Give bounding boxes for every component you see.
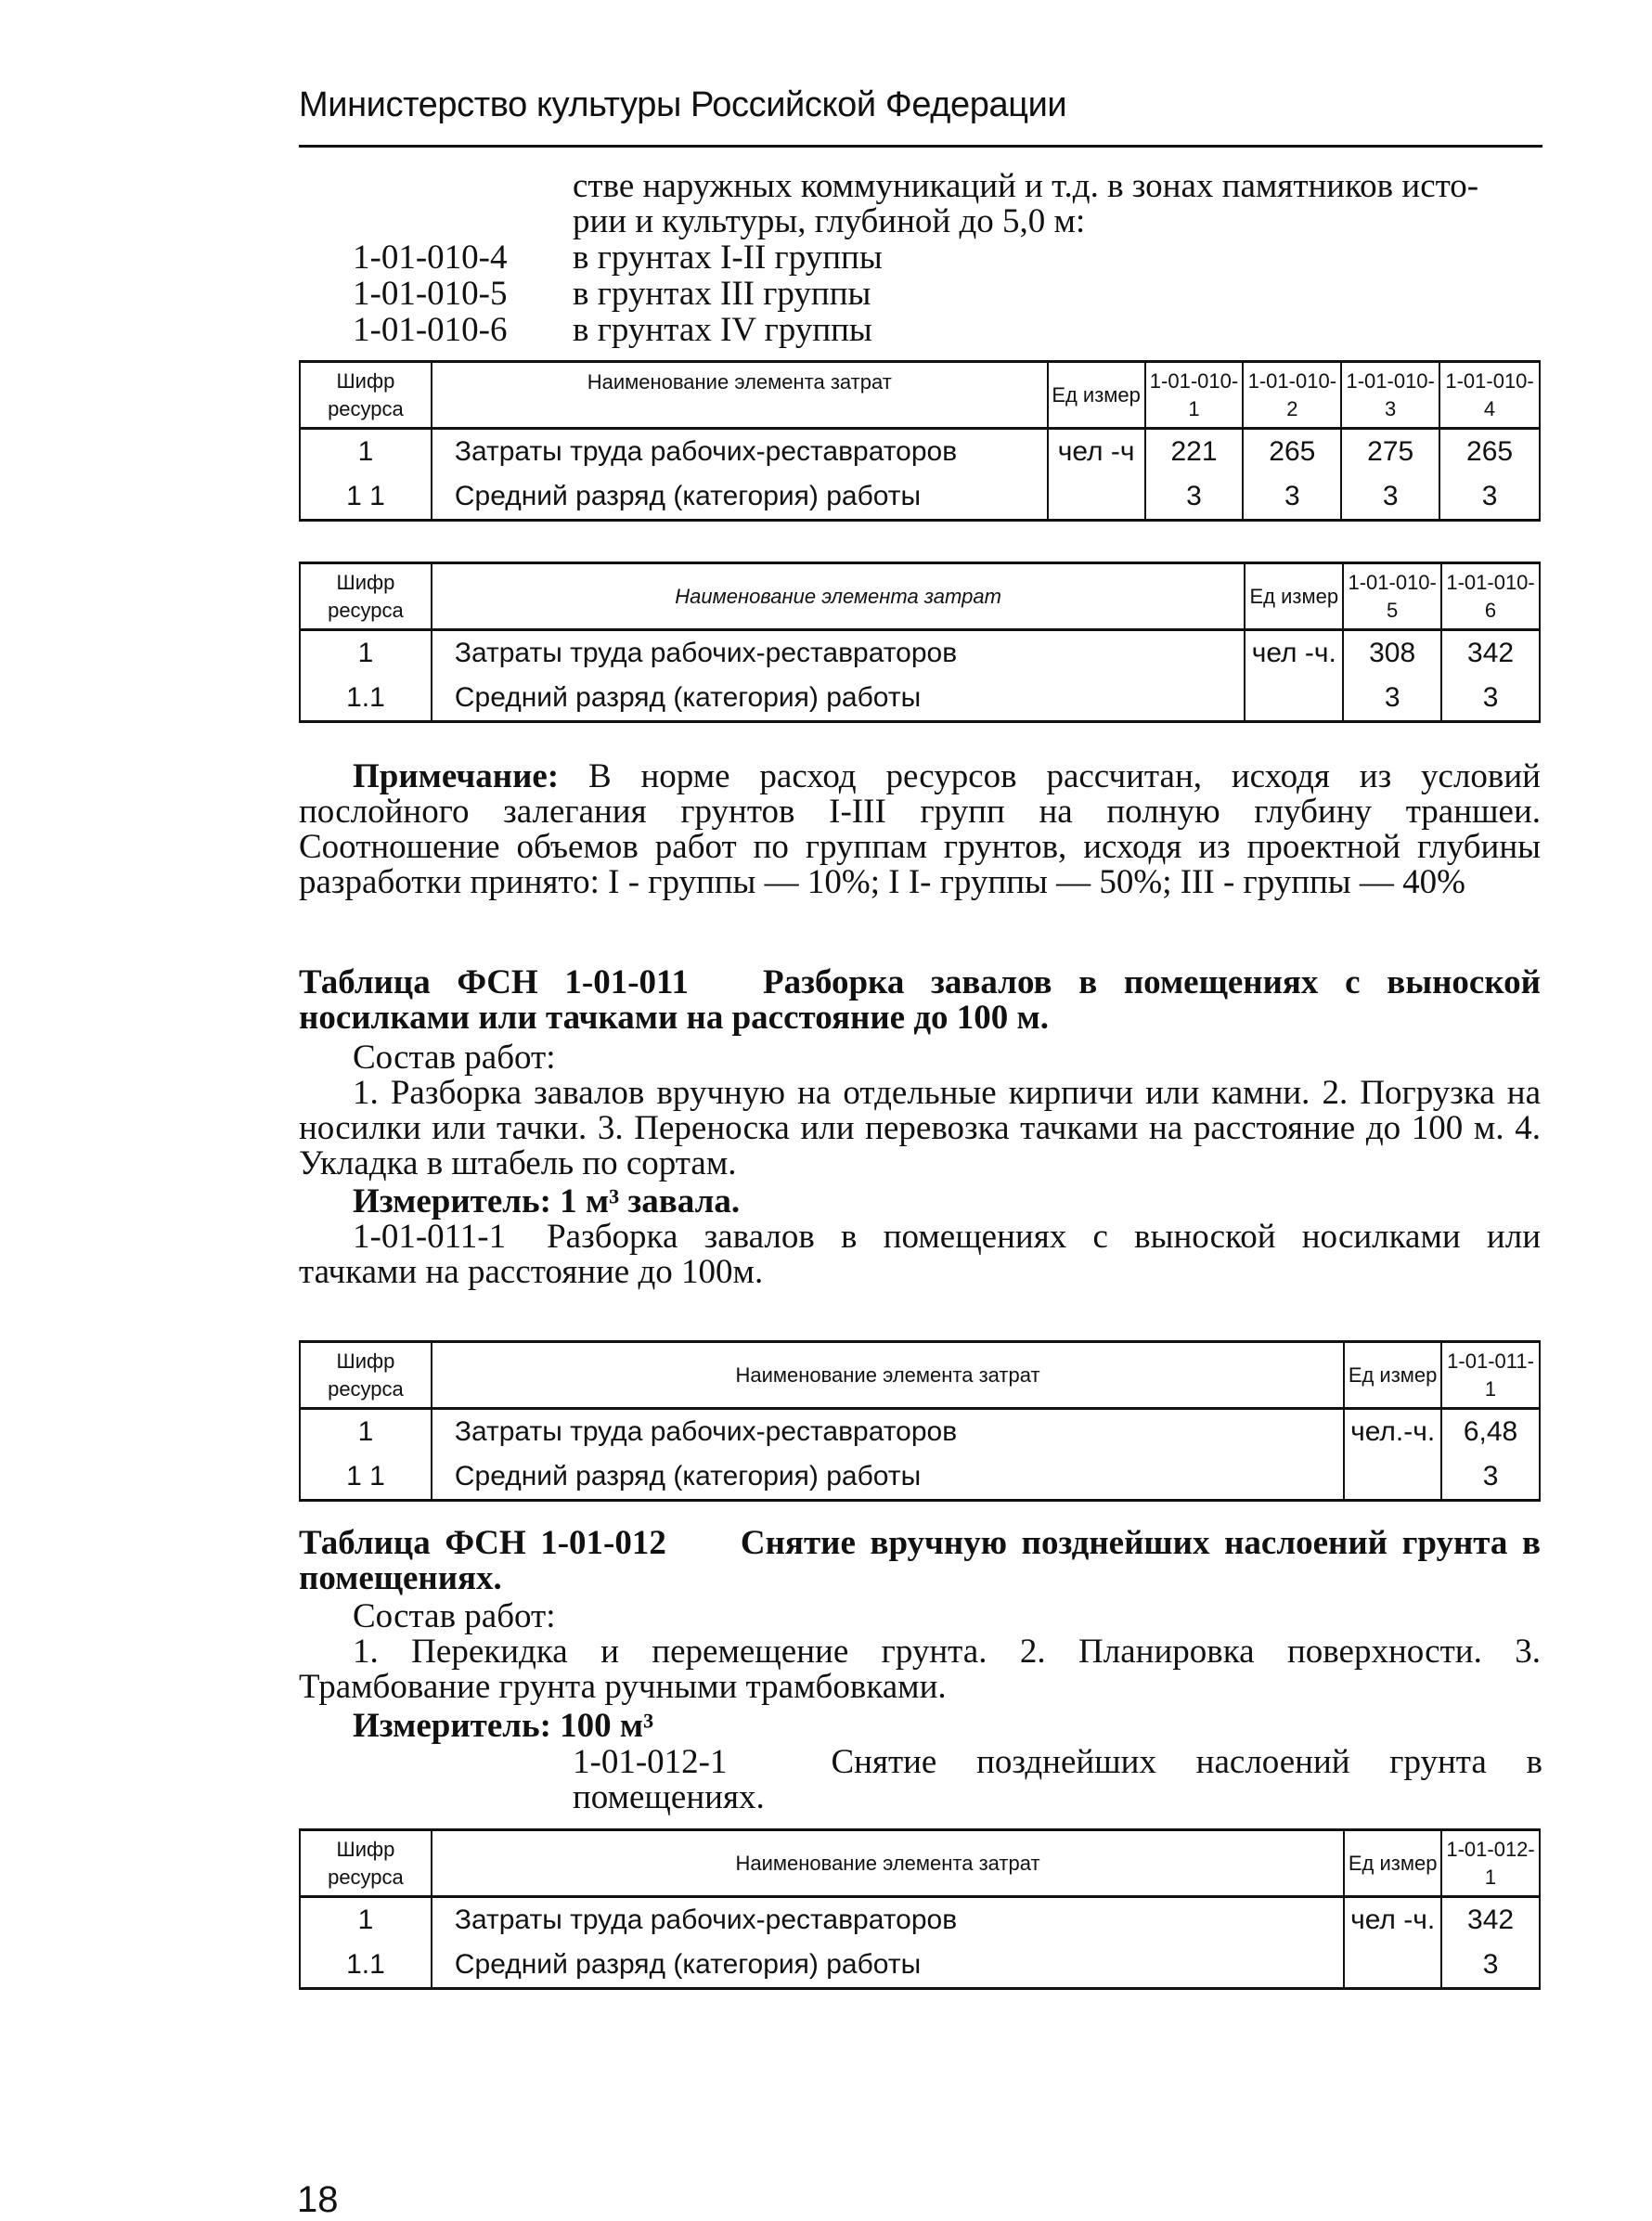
header-code: Шифр ресурса	[300, 362, 432, 429]
composition-label: Состав работ:	[353, 1039, 556, 1077]
row-value: 6,48	[1441, 1409, 1540, 1455]
item-line	[573, 1745, 1542, 1815]
row-name: Затраты труда рабочих-реставраторов	[432, 429, 1048, 475]
item-desc: в грунтах IV группы	[573, 311, 872, 349]
row-name: Затраты труда рабочих-реставраторов	[432, 1409, 1344, 1455]
table-row	[300, 1897, 1540, 1943]
row-code: 1	[300, 630, 432, 677]
composition-text: 1. Разборка завалов вручную на отдельные кирпичи или камни. 2. Погрузка на носилки или тачки. 3. Переноска или перевозка тачками на расстояние до 100 м. 4. Укладка в штабель по сортам.	[299, 1074, 1541, 1182]
row-code: 1	[300, 1409, 432, 1455]
item-desc: в грунтах I-II группы	[573, 239, 883, 277]
row-value: 275	[1341, 429, 1439, 475]
header-unit: Ед измер	[1344, 1342, 1441, 1409]
row-unit: чел.-ч.	[1344, 1409, 1441, 1455]
header-unit: Ед измер	[1344, 1830, 1441, 1897]
section-012-title	[299, 1526, 1541, 1596]
row-value: 342	[1441, 1897, 1540, 1943]
header-unit: Ед измер	[1048, 362, 1145, 429]
row-name: Средний разряд (категория) работы	[432, 1454, 1344, 1501]
header-name: Наименование элемента затрат	[432, 362, 1048, 429]
page-number: 18	[297, 2179, 339, 2220]
section-title: Снятие вручную позднейших наслоений грунта в помещениях.	[299, 1524, 1542, 1597]
row-value: 265	[1243, 429, 1341, 475]
item-code: 1-01-010-5	[353, 275, 508, 313]
header-col: 1-01-010-2	[1243, 362, 1341, 429]
row-unit: чел -ч.	[1344, 1897, 1441, 1943]
measure-unit: Измеритель: 1 м³ завала.	[353, 1182, 741, 1220]
row-code: 1 1	[300, 1454, 432, 1501]
row-unit	[1344, 1454, 1441, 1501]
row-value: 3	[1243, 474, 1341, 521]
row-name: Затраты труда рабочих-реставраторов	[432, 630, 1245, 677]
page-header: Министерство культуры Российской Федерации	[299, 85, 1067, 124]
row-value: 265	[1439, 429, 1540, 475]
table-label: Таблица ФСН 1-01-011	[299, 963, 689, 1001]
composition-text: 1. Перекидка и перемещение грунта. 2. Планировка поверхности. 3. Трамбование грунта ручными трамбовками.	[299, 1633, 1541, 1706]
header-col: 1-01-011-1	[1441, 1342, 1540, 1409]
row-value: 3	[1341, 474, 1439, 521]
row-name: Средний разряд (категория) работы	[432, 1943, 1344, 1989]
note-paragraph	[299, 759, 1541, 900]
row-code: 1	[300, 429, 432, 475]
row-name: Затраты труда рабочих-реставраторов	[432, 1897, 1344, 1943]
row-value: 3	[1343, 676, 1441, 722]
row-value: 221	[1145, 429, 1244, 475]
note-text: В норме расход ресурсов рассчитан, исходя из условий послойного залегания грунтов I-III групп на полную глубину траншеи. Соотношение объемов работ по группам грунтов, исходя из проектной глубины разработки принято: I - группы — 10%; I I- группы — 50%; III - группы — 40%	[299, 757, 1541, 901]
intro-line: рии и культуры, глубиной до 5,0 м:	[573, 202, 1086, 240]
header-col: 1-01-012-1	[1441, 1830, 1540, 1897]
item-code: 1-01-010-4	[353, 239, 508, 277]
composition-label: Состав работ:	[353, 1597, 556, 1635]
row-code: 1.1	[300, 676, 432, 722]
row-unit: чел -ч	[1048, 429, 1145, 475]
note-label: Примечание:	[353, 757, 560, 795]
item-code: 1-01-011-1	[353, 1218, 507, 1256]
row-name: Средний разряд (категория) работы	[432, 474, 1048, 521]
intro-continuation	[573, 169, 1542, 239]
header-col: 1-01-010-4	[1439, 362, 1540, 429]
header-name: Наименование элемента затрат	[432, 1342, 1344, 1409]
table-row	[300, 1409, 1540, 1455]
section-title: Разборка завалов в помещениях с выноской носилками или тачками на расстояние до 100 м.	[299, 963, 1541, 1037]
row-unit: чел -ч.	[1245, 630, 1343, 677]
intro-line: стве наружных коммуникаций и т.д. в зонах памятников исто-	[573, 167, 1479, 205]
header-code: Шифр ресурса	[300, 1830, 432, 1897]
table-row	[300, 1943, 1540, 1989]
item-code: 1-01-012-1	[573, 1743, 728, 1781]
header-name: Наименование элемента затрат	[432, 563, 1245, 630]
row-value: 308	[1343, 630, 1441, 677]
resource-table-4	[299, 1828, 1541, 1990]
resource-table-1	[299, 360, 1541, 522]
table-row	[300, 474, 1540, 521]
row-unit	[1245, 676, 1343, 722]
header-col: 1-01-010-3	[1341, 362, 1439, 429]
item-line	[299, 1220, 1541, 1290]
row-value: 3	[1145, 474, 1244, 521]
resource-table-3	[299, 1340, 1541, 1502]
row-unit	[1344, 1943, 1441, 1989]
row-value: 3	[1439, 474, 1540, 521]
resource-table-2	[299, 562, 1541, 723]
header-name: Наименование элемента затрат	[432, 1830, 1344, 1897]
row-unit	[1048, 474, 1145, 521]
item-code: 1-01-010-6	[353, 311, 508, 349]
header-divider	[299, 145, 1542, 148]
header-code: Шифр ресурса	[300, 563, 432, 630]
header-col: 1-01-010-5	[1343, 563, 1441, 630]
row-name: Средний разряд (категория) работы	[432, 676, 1245, 722]
item-desc: Разборка завалов в помещениях с выноской носилками или тачками на расстояние до 100м.	[299, 1218, 1541, 1291]
table-row	[300, 1454, 1540, 1501]
table-row	[300, 429, 1540, 475]
section-011-title	[299, 965, 1541, 1036]
header-col: 1-01-010-6	[1441, 563, 1540, 630]
row-value: 3	[1441, 1943, 1540, 1989]
header-unit: Ед измер	[1245, 563, 1343, 630]
table-row	[300, 676, 1540, 722]
row-value: 3	[1441, 1454, 1540, 1501]
table-label: Таблица ФСН 1-01-012	[299, 1524, 666, 1562]
table-row	[300, 630, 1540, 677]
row-code: 1 1	[300, 474, 432, 521]
row-value: 3	[1441, 676, 1540, 722]
measure-unit: Измеритель: 100 м³	[353, 1707, 654, 1745]
item-desc: Снятие позднейших наслоений грунта в помещениях.	[573, 1743, 1542, 1816]
header-code: Шифр ресурса	[300, 1342, 432, 1409]
header-col: 1-01-010-1	[1145, 362, 1244, 429]
row-code: 1.1	[300, 1943, 432, 1989]
row-code: 1	[300, 1897, 432, 1943]
row-value: 342	[1441, 630, 1540, 677]
item-desc: в грунтах III группы	[573, 275, 871, 313]
